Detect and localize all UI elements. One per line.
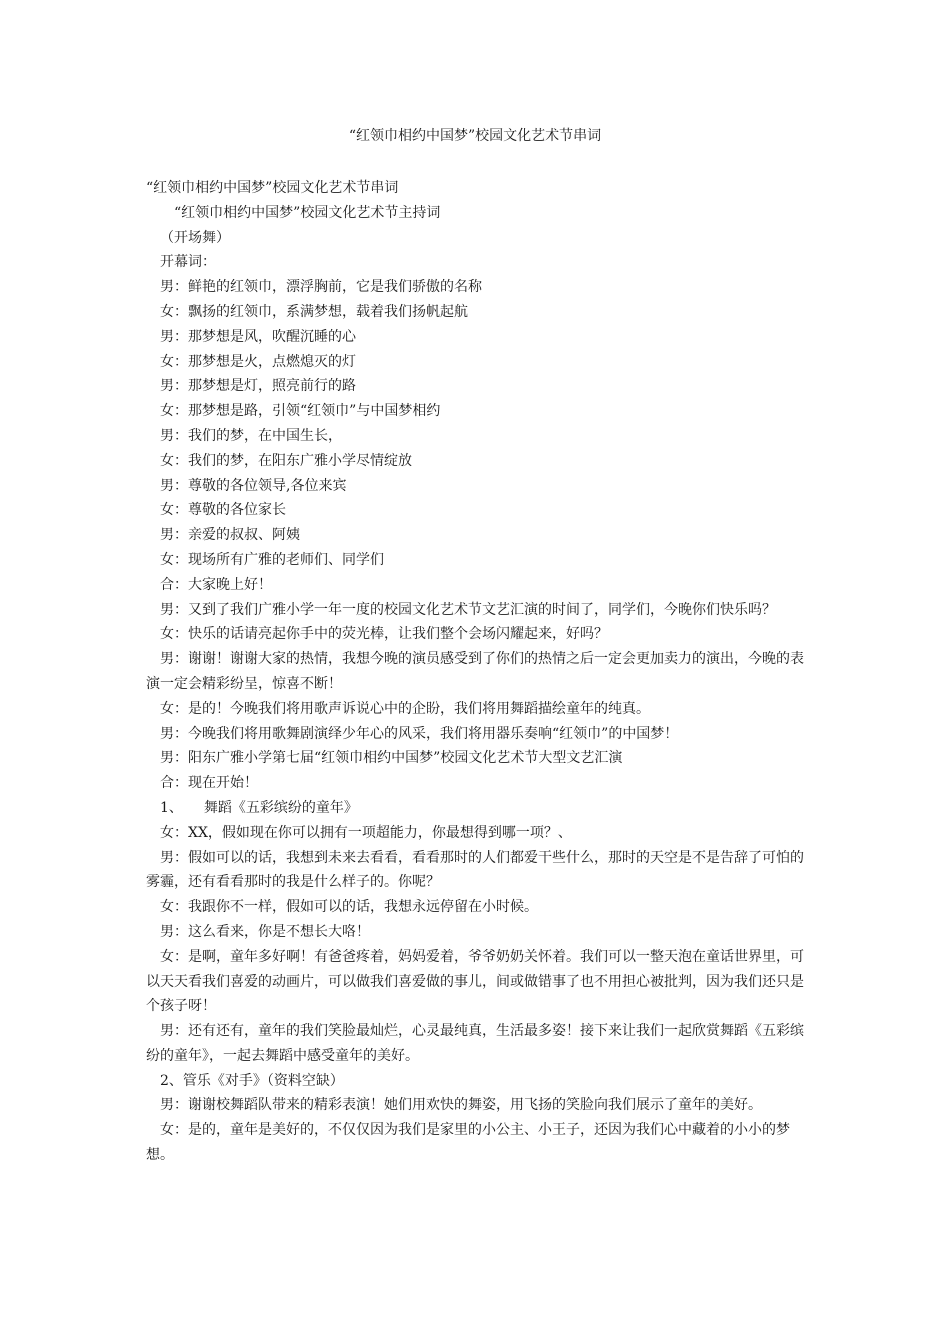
paragraph: 男：我们的梦，在中国生长， (160, 427, 342, 444)
paragraph: 男：那梦想是灯，照亮前行的路 (160, 378, 356, 395)
paragraph: 男：那梦想是风，吹醒沉睡的心 (160, 328, 356, 345)
paragraph: 女：飘扬的红领巾，系满梦想，载着我们扬帆起航 (160, 303, 468, 320)
paragraph: 男：谢谢！谢谢大家的热情，我想今晚的演员感受到了你们的热情之后一定会更加卖力的演出，今晚的表演一定会精彩纷呈，惊喜不断！ (146, 651, 804, 692)
paragraph: 女：快乐的话请亮起你手中的荧光棒，让我们整个会场闪耀起来，好吗？ (160, 626, 608, 643)
paragraph: 女：是啊，童年多好啊！有爸爸疼着，妈妈爱着，爷爷奶奶关怀着。我们可以一整天泡在童话世界里，可以天天看我们喜爱的动画片，可以做我们喜爱做的事儿，间或做错事了也不用担心被批判，因为我们还只是个孩子呀！ (146, 948, 804, 1015)
paragraph: 合：大家晚上好！ (160, 576, 272, 593)
paragraph: 开幕词： (160, 254, 216, 271)
paragraph: 男：今晚我们将用歌舞剧演绎少年心的风采，我们将用器乐奏响“红领巾”的中国梦！ (160, 725, 679, 742)
paragraph: 男：亲爱的叔叔、阿姨 (160, 527, 300, 544)
paragraph: 男：鲜艳的红领巾，漂浮胸前，它是我们骄傲的名称 (160, 279, 482, 296)
paragraph: 女：尊敬的各位家长 (160, 502, 286, 519)
document-title: “红领巾相约中国梦”校园文化艺术节串词 (348, 128, 602, 144)
paragraph: 男：假如可以的话，我想到未来去看看，看看那时的人们都爱干些什么，那时的天空是不是告辞了可怕的雾霾，还有看看那时的我是什么样子的。你呢？ (146, 849, 804, 891)
paragraph: “红领巾相约中国梦”校园文化艺术节串词 (146, 180, 399, 196)
paragraph: 男：尊敬的各位领导,各位来宾 (160, 477, 347, 494)
paragraph: 女：我们的梦，在阳东广雅小学尽情绽放 (160, 452, 412, 469)
paragraph: 女：我跟你不一样，假如可以的话，我想永远停留在小时候。 (160, 899, 538, 916)
paragraph: 2、管乐《对手》（资料空缺） (160, 1072, 344, 1089)
paragraph: 女：是的，童年是美好的，不仅仅因为我们是家里的小公主、小王子，还因为我们心中藏着的小小的梦想。 (146, 1122, 790, 1164)
paragraph: 女：那梦想是路，引领“红领巾”与中国梦相约 (160, 403, 441, 420)
paragraph: 女：现场所有广雅的老师们、同学们 (160, 551, 384, 568)
paragraph: 男：又到了我们广雅小学一年一度的校园文化艺术节文艺汇演的时间了，同学们，今晚你们快乐吗？ (160, 601, 776, 618)
paragraph: （开场舞） (160, 229, 230, 246)
paragraph: “红领巾相约中国梦”校园文化艺术节主持词 (174, 204, 441, 221)
document-body (146, 176, 806, 1168)
paragraph: 男：阳东广雅小学第七届“红领巾相约中国梦”校园文化艺术节大型文艺汇演 (160, 750, 623, 767)
paragraph: 女：那梦想是火，点燃熄灭的灯 (160, 353, 356, 370)
paragraph: 女：XX，假如现在你可以拥有一项超能力，你最想得到哪一项？、 (160, 824, 572, 841)
paragraph: 女：是的！今晚我们将用歌声诉说心中的企盼，我们将用舞蹈描绘童年的纯真。 (160, 700, 650, 717)
paragraph: 合：现在开始！ (160, 775, 258, 792)
paragraph: 男：还有还有，童年的我们笑脸最灿烂，心灵最纯真，生活最多姿！接下来让我们一起欣赏舞蹈《五彩缤纷的童年》，一起去舞蹈中感受童年的美好。 (146, 1023, 804, 1064)
paragraph: 男：谢谢校舞蹈队带来的精彩表演！她们用欢快的舞姿，用飞扬的笑脸向我们展示了童年的美好。 (160, 1097, 762, 1114)
paragraph: 1、 舞蹈《五彩缤纷的童年》 (160, 799, 358, 816)
paragraph: 男：这么看来，你是不想长大咯！ (160, 923, 370, 940)
